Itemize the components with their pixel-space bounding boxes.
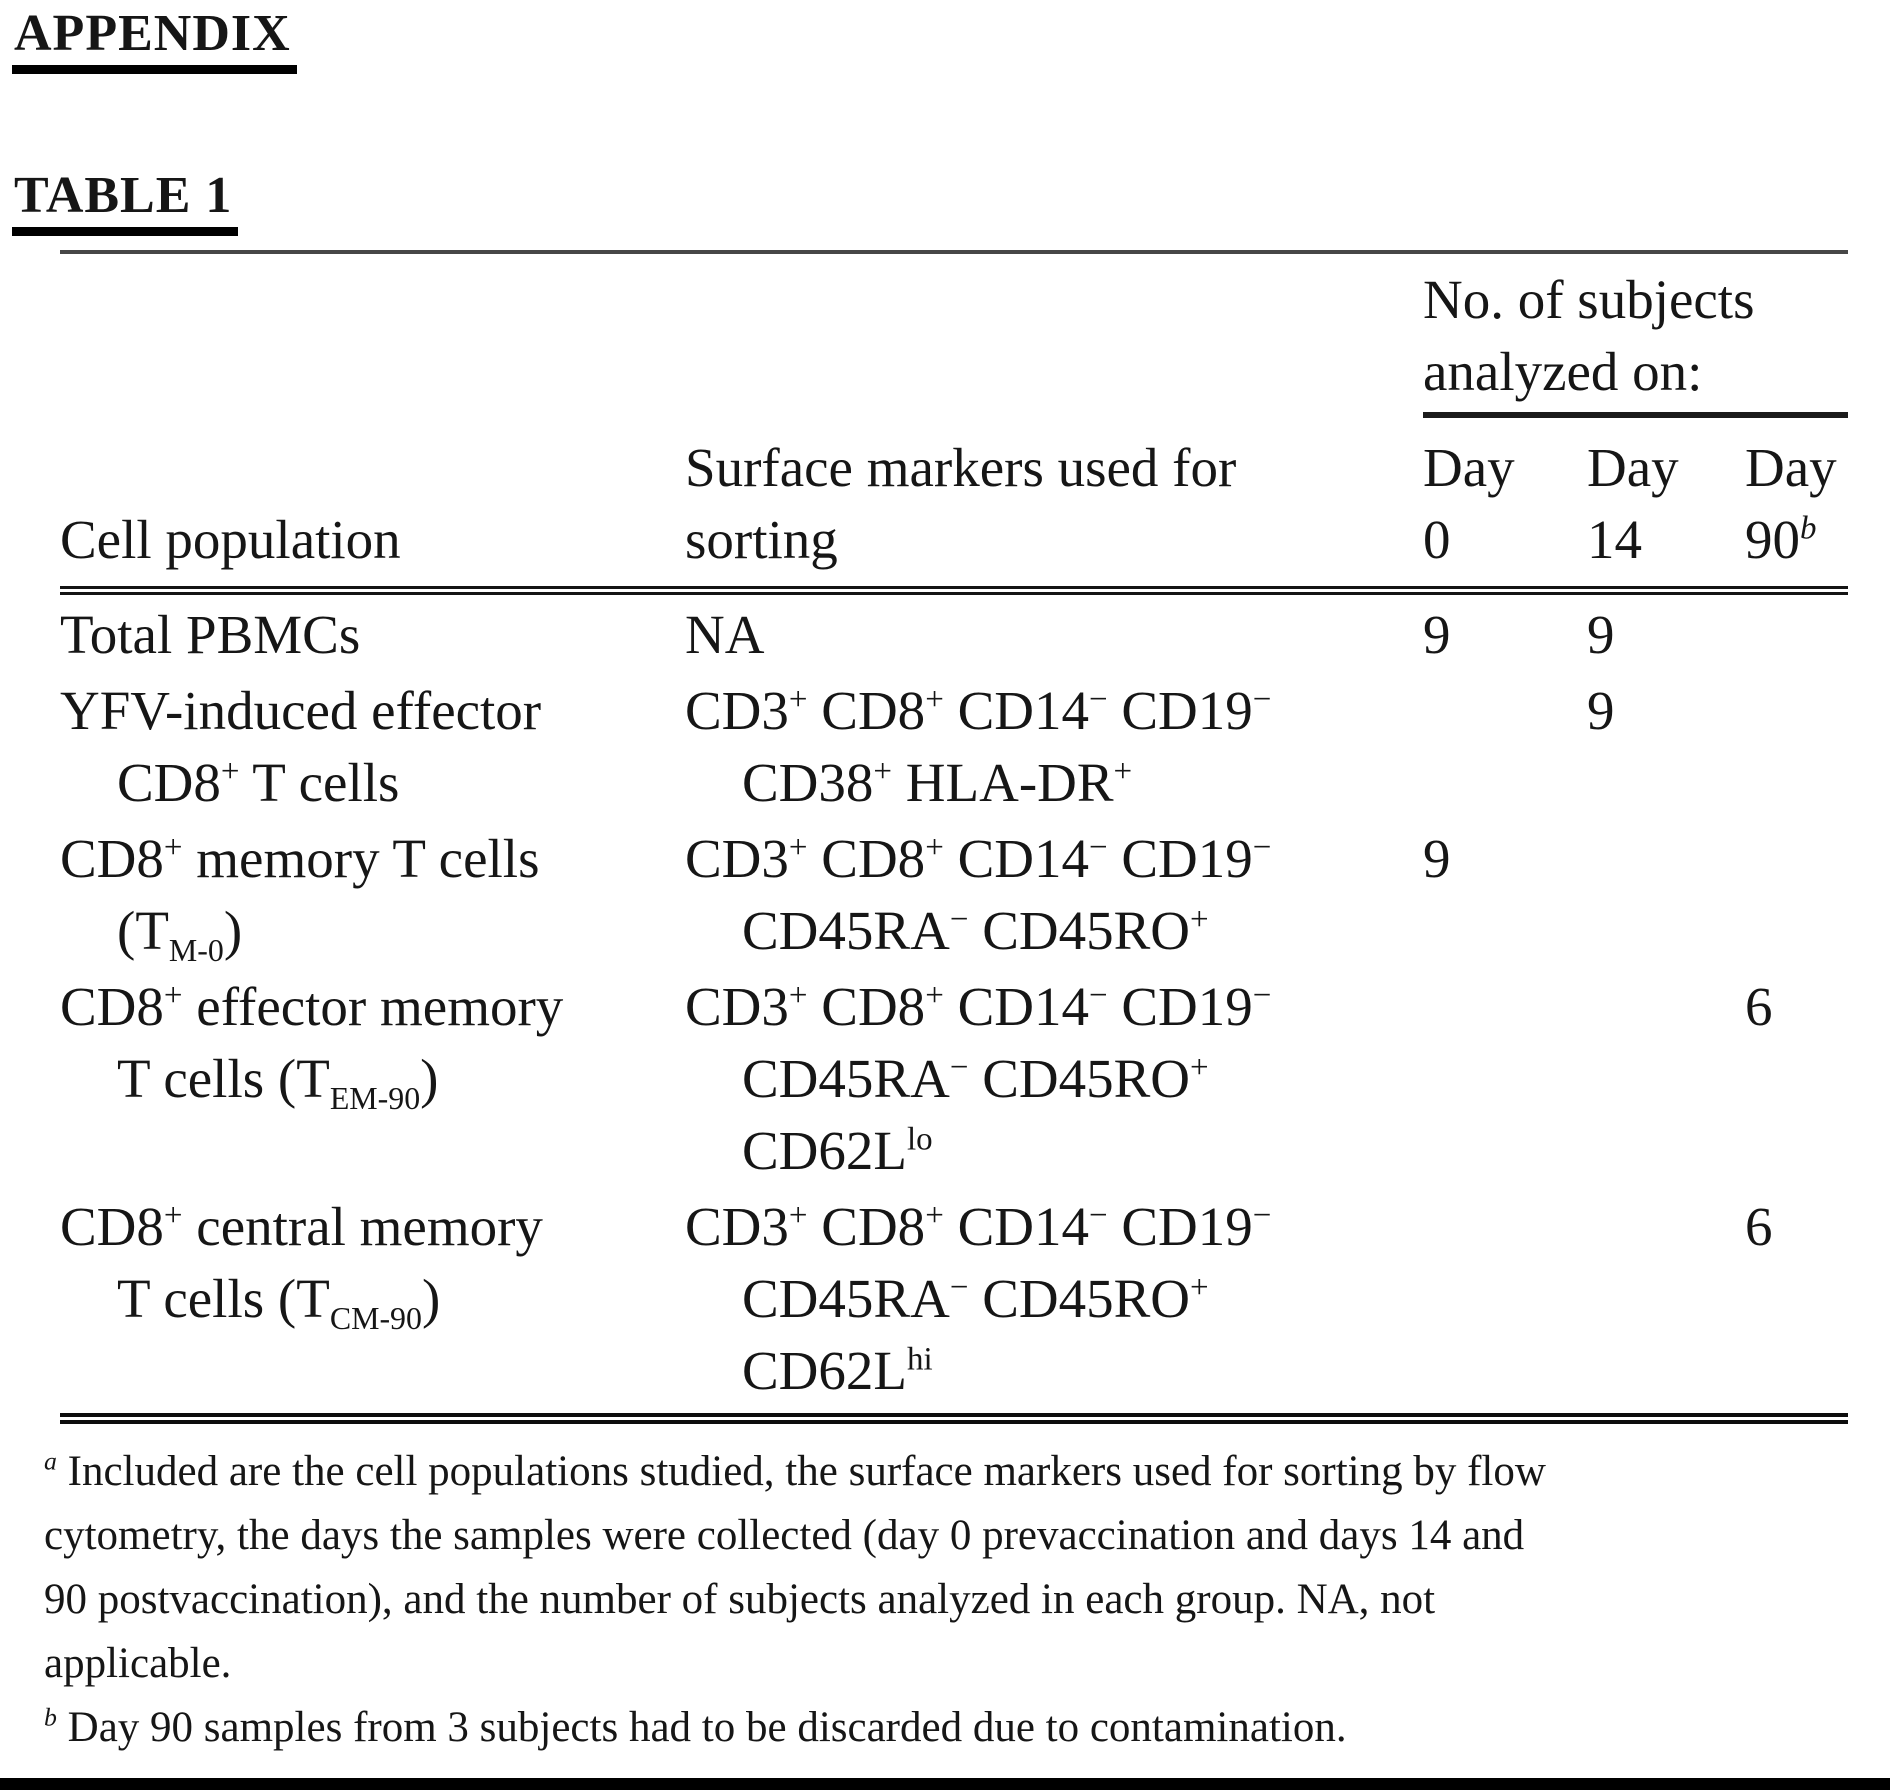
spacer-cell [60, 252, 685, 415]
col-header-day-90: Day 90$^b$ [1745, 415, 1848, 591]
cell-day14-count [1587, 967, 1745, 1187]
cell-day0-count [1423, 671, 1587, 819]
table-label: TABLE 1 [12, 170, 238, 236]
cell-population: CD8+ effector memory T cells $(T_{EM-90})$ [60, 976, 564, 1116]
cell-markers: CD3+ CD8+ CD14− CD19− CD45RA− CD45RO+ $CD62L^{lo}$ [685, 976, 1272, 1181]
footnote-b: $^b$ Day 90 samples from 3 subjects had to be discarded due to contamination. [44, 1702, 1347, 1751]
spacer-cell [685, 252, 1423, 415]
cell-day14-count [1587, 1187, 1745, 1419]
cell-day14-count: 9 [1587, 680, 1615, 741]
cell-population: CD8+ memory T cells $(T_{M-0})$ [60, 828, 540, 968]
document-page [0, 5, 1902, 1791]
table-row-memory-t-cells [60, 819, 1848, 967]
cell-day0-count [1423, 1187, 1587, 1419]
cell-day0-count: 9 [1423, 604, 1451, 665]
column-spanner-no-of-subjects: No. of subjects analyzed on: [1423, 252, 1848, 415]
col-header-cell-population: Cell population [60, 415, 685, 591]
table-row-total-pbmcs [60, 591, 1848, 672]
table-row-yfv-effector [60, 671, 1848, 819]
cell-markers: CD3+ CD8+ CD14− CD19− CD38+ HLA-DR+ [685, 680, 1272, 813]
table-row-effector-memory [60, 967, 1848, 1187]
table-footnotes [44, 1440, 1900, 1760]
cell-population: Total PBMCs [60, 604, 361, 665]
cell-day0-count: 9 [1423, 828, 1451, 889]
subjects-table [60, 250, 1848, 1424]
cell-day90-count: 6 [1745, 1187, 1848, 1419]
cell-day14-count [1587, 819, 1745, 967]
cell-day90-count [1745, 819, 1848, 967]
table-spanner-row [60, 252, 1848, 415]
col-header-day-14: Day 14 [1587, 415, 1745, 591]
table-header-row [60, 415, 1848, 591]
appendix-heading: APPENDIX [12, 8, 297, 74]
table-row-central-memory [60, 1187, 1848, 1419]
cell-population: CD8+ central memory T cells $(T_{CM-90})$ [60, 1187, 685, 1419]
cell-day0-count [1423, 967, 1587, 1187]
page-bottom-rule [0, 1778, 1890, 1790]
cell-day14-count: 9 [1587, 604, 1615, 665]
col-header-surface-markers: Surface markers used for sorting [685, 415, 1423, 591]
col-header-day-0: Day 0 [1423, 415, 1587, 591]
cell-day90-count [1745, 591, 1848, 672]
cell-markers: CD3+ CD8+ CD14− CD19− CD45RA− CD45RO+ $CD62L^{hi}$ [685, 1187, 1423, 1419]
cell-markers: NA [685, 604, 765, 665]
footnote-a: $^a$ Included are the cell populations studied, the surface markers used for sorting by flow cytometry, the days the samples were collected (day 0 prevaccination and days 14 and 90 postvaccination), and the number of subjects analyzed in each group. NA, not applicable. [44, 1446, 1546, 1687]
cell-day90-count [1745, 671, 1848, 819]
cell-day90-count: 6 [1745, 976, 1773, 1037]
cell-population: YFV-induced effector CD8+ T cells [60, 680, 542, 813]
cell-markers: CD3+ CD8+ CD14− CD19− CD45RA− CD45RO+ [685, 828, 1272, 961]
